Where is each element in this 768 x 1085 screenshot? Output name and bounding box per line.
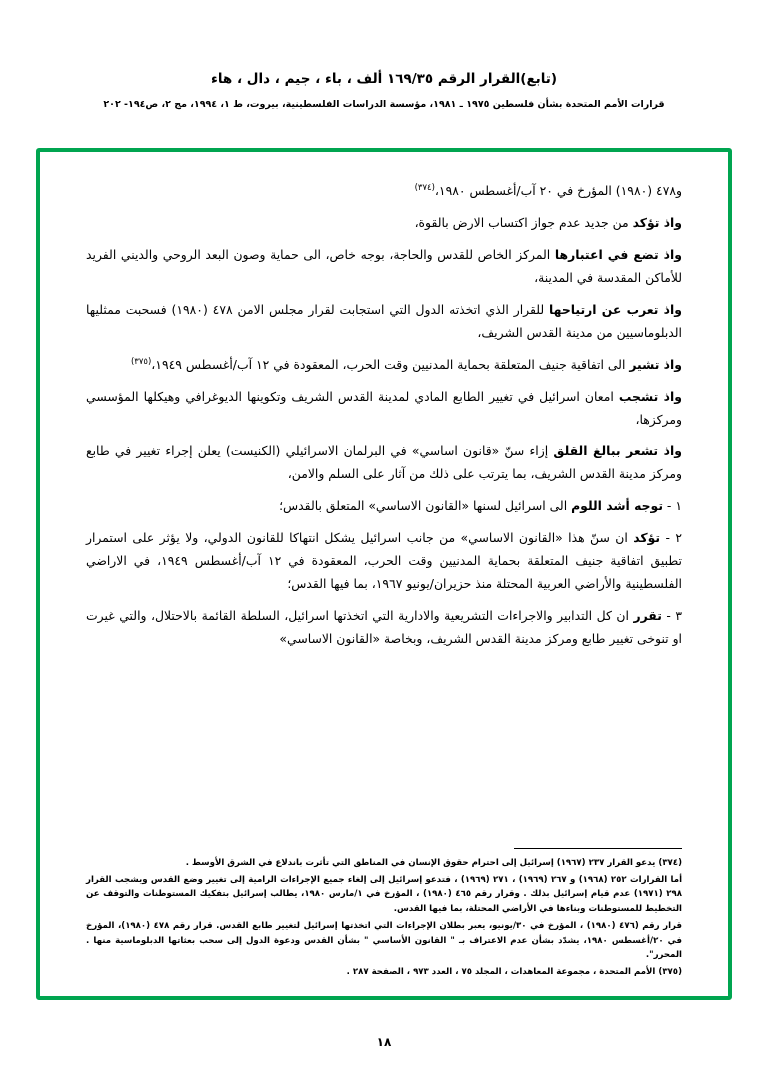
numbered-item-3-text: ان كل التدابير والاجراءات التشريعية والادارية التي اتخذتها اسرائيل، السلطة القائمة بالاحتلال، والتي غيرت او تنوخى تغيير طابع ومركز مدينة القدس الشريف، وبخاصة «القانون الاساسي» [86,608,682,646]
paragraph-4 [86,299,682,345]
paragraph-2-lead: واذ تؤكد [632,214,682,230]
paragraph-7 [86,440,682,486]
numbered-item-3-lead: تقرر [633,608,662,624]
footnote-2-text: أما القرارات ٢٥٢ (١٩٦٨) و ٢٦٧ (١٩٦٩) ، ٢٧١ (١٩٦٩) ، فتدعو إسرائيل إلى إلغاء جميع الإجراءات الرامية إلى تغيير وضع القدس ويشجب القرار ٢٩٨ (١٩٧١) عدم قيام إسرائيل بذلك . وقرار رقم ٤٦٥ (١٩٨٠) ، المؤرخ في ١/مارس ١٩٨٠، يطالب إسرائيل بتفكيك المستوطنات والتوقف عن التخطيط للمستوطنات وبناءها في الأراضي المحتلة، بما فيها القدس. [86,874,683,915]
numbered-item-1-text: الى اسرائيل لسنها «القانون الاساسي» المتعلق بالقدس؛ [279,498,568,514]
paragraph-4-lead: واذ تعرب عن ارتياحها [549,301,682,317]
footnote-marker-375: (٣٧٥) [130,356,152,367]
page-subtitle: قرارات الأمم المتحدة بشأن فلسطين ١٩٧٥ ـ ١٩٨١، مؤسسة الدراسات الفلسطينية، بيروت، ط ١، ١٩٩٤، مج ٢، ص١٩٤- ٢٠٢ [103,98,665,110]
paragraph-5-lead: واذ تشير [629,356,682,372]
paragraph-1 [86,180,682,203]
numbered-item-3 [86,605,682,651]
numbered-item-2-prefix: ٢ - [660,530,682,546]
numbered-item-2-text: ان سنّ هذا «القانون الاساسي» من جانب اسرائيل يشكل انتهاكا للقانون الدولي، ولا يؤثر على استمرار تطبيق اتفاقية جنيف المتعلقة بحماية المدنيين وقت الحرب، المعقودة في ١٢ آب/أغسطس ١٩٤٩، في الاراضي الفلسطينية والأراضي العربية المحتلة منذ حزيران/يونيو ١٩٦٧، بما فيها القدس؛ [86,530,682,592]
numbered-item-1-prefix: ١ - [662,498,682,514]
page-title: (تابع)القرار الرقم ١٦٩/٣٥ ألف ، باء ، جيم ، دال ، هاء [210,71,558,87]
footnote-1-marker: (٣٧٤) [658,857,682,868]
paragraph-3-text: المركز الخاص للقدس والحاجة، بوجه خاص، الى حماية وصون البعد الروحي والديني الفريد للأماكن المقدسة في المدينة، [86,246,682,285]
paragraph-5 [86,354,682,377]
footnote-4-text: الأمم المتحدة ، مجموعة المعاهدات ، المجلد ٧٥ ، العدد ٩٧٣ ، الصفحة ٢٨٧ . [346,967,656,978]
paragraph-2-text: من جديد عدم جواز اكتساب الارض بالقوة، [414,214,629,230]
frame-content [40,152,728,996]
paragraph-3 [86,244,682,290]
body-text [86,180,682,651]
footnote-3 [86,919,682,963]
paragraph-6 [86,386,682,432]
numbered-item-2-lead: تؤكد [633,530,661,546]
paragraph-7-text: إزاء سنّ «قانون اساسي» في البرلمان الاسرائيلي (الكنيست) يعلن إجراء تغيير في طابع ومركز مدينة القدس الشريف، بما يترتب على ذلك من آثار على السلم والامن، [86,443,682,482]
footnote-divider [514,848,682,849]
footnote-marker-374: (٣٧٤) [414,182,435,193]
footnote-4-marker: (٣٧٥) [658,967,682,978]
green-border-frame [36,148,732,1000]
footnote-1 [86,856,682,871]
numbered-item-2 [86,527,682,596]
paragraph-1-text: و٤٧٨ (١٩٨٠) المؤرخ في ٢٠ آب/أغسطس ١٩٨٠، [434,183,682,198]
numbered-item-1-lead: توجه أشد اللوم [571,498,663,514]
footnote-3-text: قرار رقم (٤٧٦ (١٩٨٠) ، المؤرخ في ٣٠/يونيو، يعبر بطلان الإجراءات التي اتخذتها إسرائيل لتغيير طابع القدس. قرار رقم ٤٧٨ (١٩٨٠)، المؤرخ في ٢٠/أغسطس ١٩٨٠، يشدّد بشأن عدم الاعتراف بـ " القانون الأساسي " بشأن القدس ودعوة الدول إلى سحب بعثاتها الدبلوماسية منها . المحرر". [86,920,683,961]
paragraph-5-text: الى اتفاقية جنيف المتعلقة بحماية المدنيين وقت الحرب، المعقودة في ١٢ آب/أغسطس ١٩٤٩، [151,356,626,372]
footnote-2 [86,873,682,917]
paragraph-6-text: امعان اسرائيل في تغيير الطابع المادي لمدينة القدس الشريف وتكوينها الديوغرافي وهيكلها المؤسسي ومركزها، [86,388,682,427]
footnotes-section [86,848,682,982]
footnote-4 [86,965,682,980]
paragraph-2 [86,212,682,235]
footnote-1-text: يدعو القرار ٢٣٧ (١٩٦٧) إسرائيل إلى احترام حقوق الإنسان في المناطق التي تأثرت باندلاع في الشرق الأوسط . [185,857,656,868]
numbered-item-3-prefix: ٣ - [661,608,682,624]
page-number: ١٨ [376,1035,392,1049]
page-header [0,70,768,111]
paragraph-4-text: للقرار الذي اتخذته الدول التي استجابت لقرار مجلس الامن ٤٧٨ (١٩٨٠) فسحبت ممثليها الدبلوماسيين من مدينة القدس الشريف، [86,301,682,340]
paragraph-3-lead: واذ تضع في اعتبارها [554,246,682,262]
numbered-item-1 [86,495,682,518]
paragraph-7-lead: واذ تشعر ببالغ القلق [553,443,682,459]
paragraph-6-lead: واذ تشجب [618,388,682,404]
